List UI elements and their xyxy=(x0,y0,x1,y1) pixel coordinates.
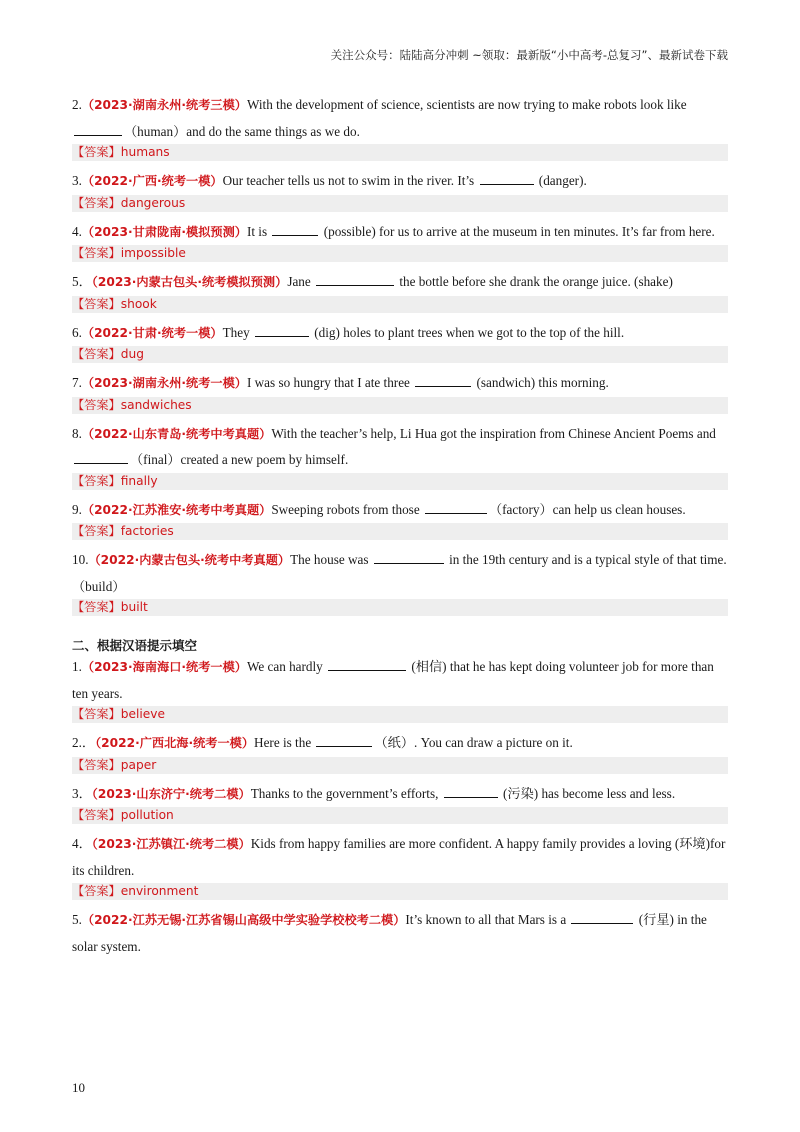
question-text-end: （human）and do the same things as we do. xyxy=(124,123,360,139)
question-text-end: （factory）can help us clean houses. xyxy=(488,501,686,517)
question-source: （2023·甘肃陇南·模拟预测） xyxy=(81,224,247,239)
question-item xyxy=(72,370,728,397)
question-number: 10. xyxy=(72,552,89,567)
answer-line: 【答案】pollution xyxy=(72,807,728,824)
answer-blank xyxy=(272,223,318,236)
question-text: With the teacher’s help, Li Hua got the inspiration from Chinese Ancient Poems and xyxy=(271,425,716,441)
page-header: 关注公众号：陆陆高分冲刺 ~领取：最新版“小中高考-总复习”、最新试卷下载 xyxy=(330,48,728,62)
answer-line: 【答案】impossible xyxy=(72,245,728,262)
answer-blank xyxy=(480,172,534,185)
answer-line: 【答案】factories xyxy=(72,523,728,540)
question-text: Thanks to the government’s efforts, xyxy=(250,785,442,801)
question-number: 6. xyxy=(72,324,82,340)
question-text: They xyxy=(222,324,253,340)
section-1-list xyxy=(72,92,728,616)
question-number: 2.． xyxy=(72,735,96,750)
answer-blank xyxy=(316,734,372,747)
answer-blank xyxy=(444,785,498,798)
answer-blank xyxy=(74,123,122,136)
question-item xyxy=(72,219,728,246)
question-item xyxy=(72,497,728,524)
question-source: （2022·江苏淮安·统考中考真题） xyxy=(81,502,272,517)
question-source: （2022·广西·统考一模） xyxy=(81,174,223,188)
answer-blank xyxy=(316,273,394,286)
question-source: （2023·山东济宁·统考二模） xyxy=(91,786,251,801)
question-text-end: (相信) that he has kept doing volunteer job for more than ten years. xyxy=(72,659,714,701)
document-body xyxy=(72,92,728,959)
question-text-end: (污染) has become less and less. xyxy=(499,785,676,801)
answer-blank xyxy=(415,374,471,387)
question-item xyxy=(72,269,728,296)
question-source: （2023·湖南永州·统考三模） xyxy=(81,98,247,112)
question-item xyxy=(72,781,728,808)
question-text: The house was xyxy=(290,552,372,567)
question-source: （2022·山东青岛·统考中考真题） xyxy=(81,426,272,441)
answer-line: 【答案】shook xyxy=(72,296,728,313)
answer-line: 【答案】finally xyxy=(72,473,728,490)
section-2-title: 二、根据汉语提示填空 xyxy=(72,638,198,653)
question-text: Here is the xyxy=(254,735,315,750)
answer-line: 【答案】believe xyxy=(72,706,728,723)
question-text-end: (possible) for us to arrive at the museum in ten minutes. It’s far from here. xyxy=(320,223,715,239)
question-item xyxy=(72,547,728,599)
question-text: I was so hungry that I ate three xyxy=(246,375,414,390)
question-text-end: (行星) in the solar system. xyxy=(72,912,707,954)
question-text: Sweeping robots from those xyxy=(271,501,423,517)
answer-blank xyxy=(425,501,487,514)
question-number: 4． xyxy=(72,836,92,851)
answer-blank xyxy=(374,551,444,564)
question-source: （2022·江苏无锡·江苏省锡山高级中学实验学校校考二模） xyxy=(81,913,406,927)
question-source: （2022·广西北海·统考一模） xyxy=(95,736,255,750)
question-item xyxy=(72,831,728,883)
question-text-end: in the 19th century and is a typical style of that time. （build） xyxy=(72,552,727,594)
question-item xyxy=(72,92,728,144)
answer-line: 【答案】sandwiches xyxy=(72,397,728,414)
answer-line: 【答案】dangerous xyxy=(72,195,728,212)
question-number: 7. xyxy=(72,375,82,390)
question-text-end: (dig) holes to plant trees when we got to the top of the hill. xyxy=(310,324,625,340)
question-text-end: (danger). xyxy=(535,173,587,188)
question-text-end: （final）created a new poem by himself. xyxy=(130,452,349,467)
question-number: 5． xyxy=(72,274,92,289)
answer-blank xyxy=(74,451,128,464)
question-number: 4. xyxy=(72,223,82,239)
question-number: 3． xyxy=(72,785,92,801)
question-text: With the development of science, scientists are now trying to make robots look like xyxy=(246,97,687,112)
question-text-end: (sandwich) this morning. xyxy=(473,375,609,390)
question-source: （2023·海南海口·统考一模） xyxy=(81,660,247,674)
question-text-end: （纸）. You can draw a picture on it. xyxy=(374,735,573,750)
question-number: 5. xyxy=(72,912,82,927)
answer-line: 【答案】built xyxy=(72,599,728,616)
answer-line: 【答案】paper xyxy=(72,757,728,774)
question-item xyxy=(72,320,728,347)
answer-blank xyxy=(328,658,406,671)
question-text: Kids from happy families are more confident. A happy family provides a loving (环境)for its children. xyxy=(72,836,726,878)
question-source: （2022·内蒙古包头·统考中考真题） xyxy=(88,553,291,567)
answer-blank xyxy=(571,911,633,924)
answer-line: 【答案】environment xyxy=(72,883,728,900)
question-text: Our teacher tells us not to swim in the river. It’s xyxy=(222,173,478,188)
question-source: （2023·江苏镇江·统考二模） xyxy=(91,837,251,851)
question-number: 8. xyxy=(72,425,82,441)
answer-line: 【答案】dug xyxy=(72,346,728,363)
question-source: （2023·湖南永州·统考一模） xyxy=(81,376,247,390)
section-2-list xyxy=(72,654,728,959)
question-text-end: the bottle before she drank the orange juice. (shake) xyxy=(396,274,673,289)
question-number: 2. xyxy=(72,97,82,112)
question-text: Jane xyxy=(287,274,315,289)
question-item xyxy=(72,168,728,195)
question-item xyxy=(72,654,728,706)
question-number: 9. xyxy=(72,501,82,517)
question-item xyxy=(72,421,728,473)
answer-blank xyxy=(255,324,309,337)
question-item xyxy=(72,907,728,959)
question-text: It is xyxy=(246,223,271,239)
question-number: 1. xyxy=(72,659,82,674)
question-text: We can hardly xyxy=(246,659,327,674)
question-number: 3. xyxy=(72,173,82,188)
question-source: （2022·甘肃·统考一模） xyxy=(81,325,223,340)
question-text: It’s known to all that Mars is a xyxy=(405,912,570,927)
answer-line: 【答案】humans xyxy=(72,144,728,161)
question-source: （2023·内蒙古包头·统考模拟预测） xyxy=(91,275,288,289)
question-item xyxy=(72,730,728,757)
page-number: 10 xyxy=(72,1080,85,1095)
